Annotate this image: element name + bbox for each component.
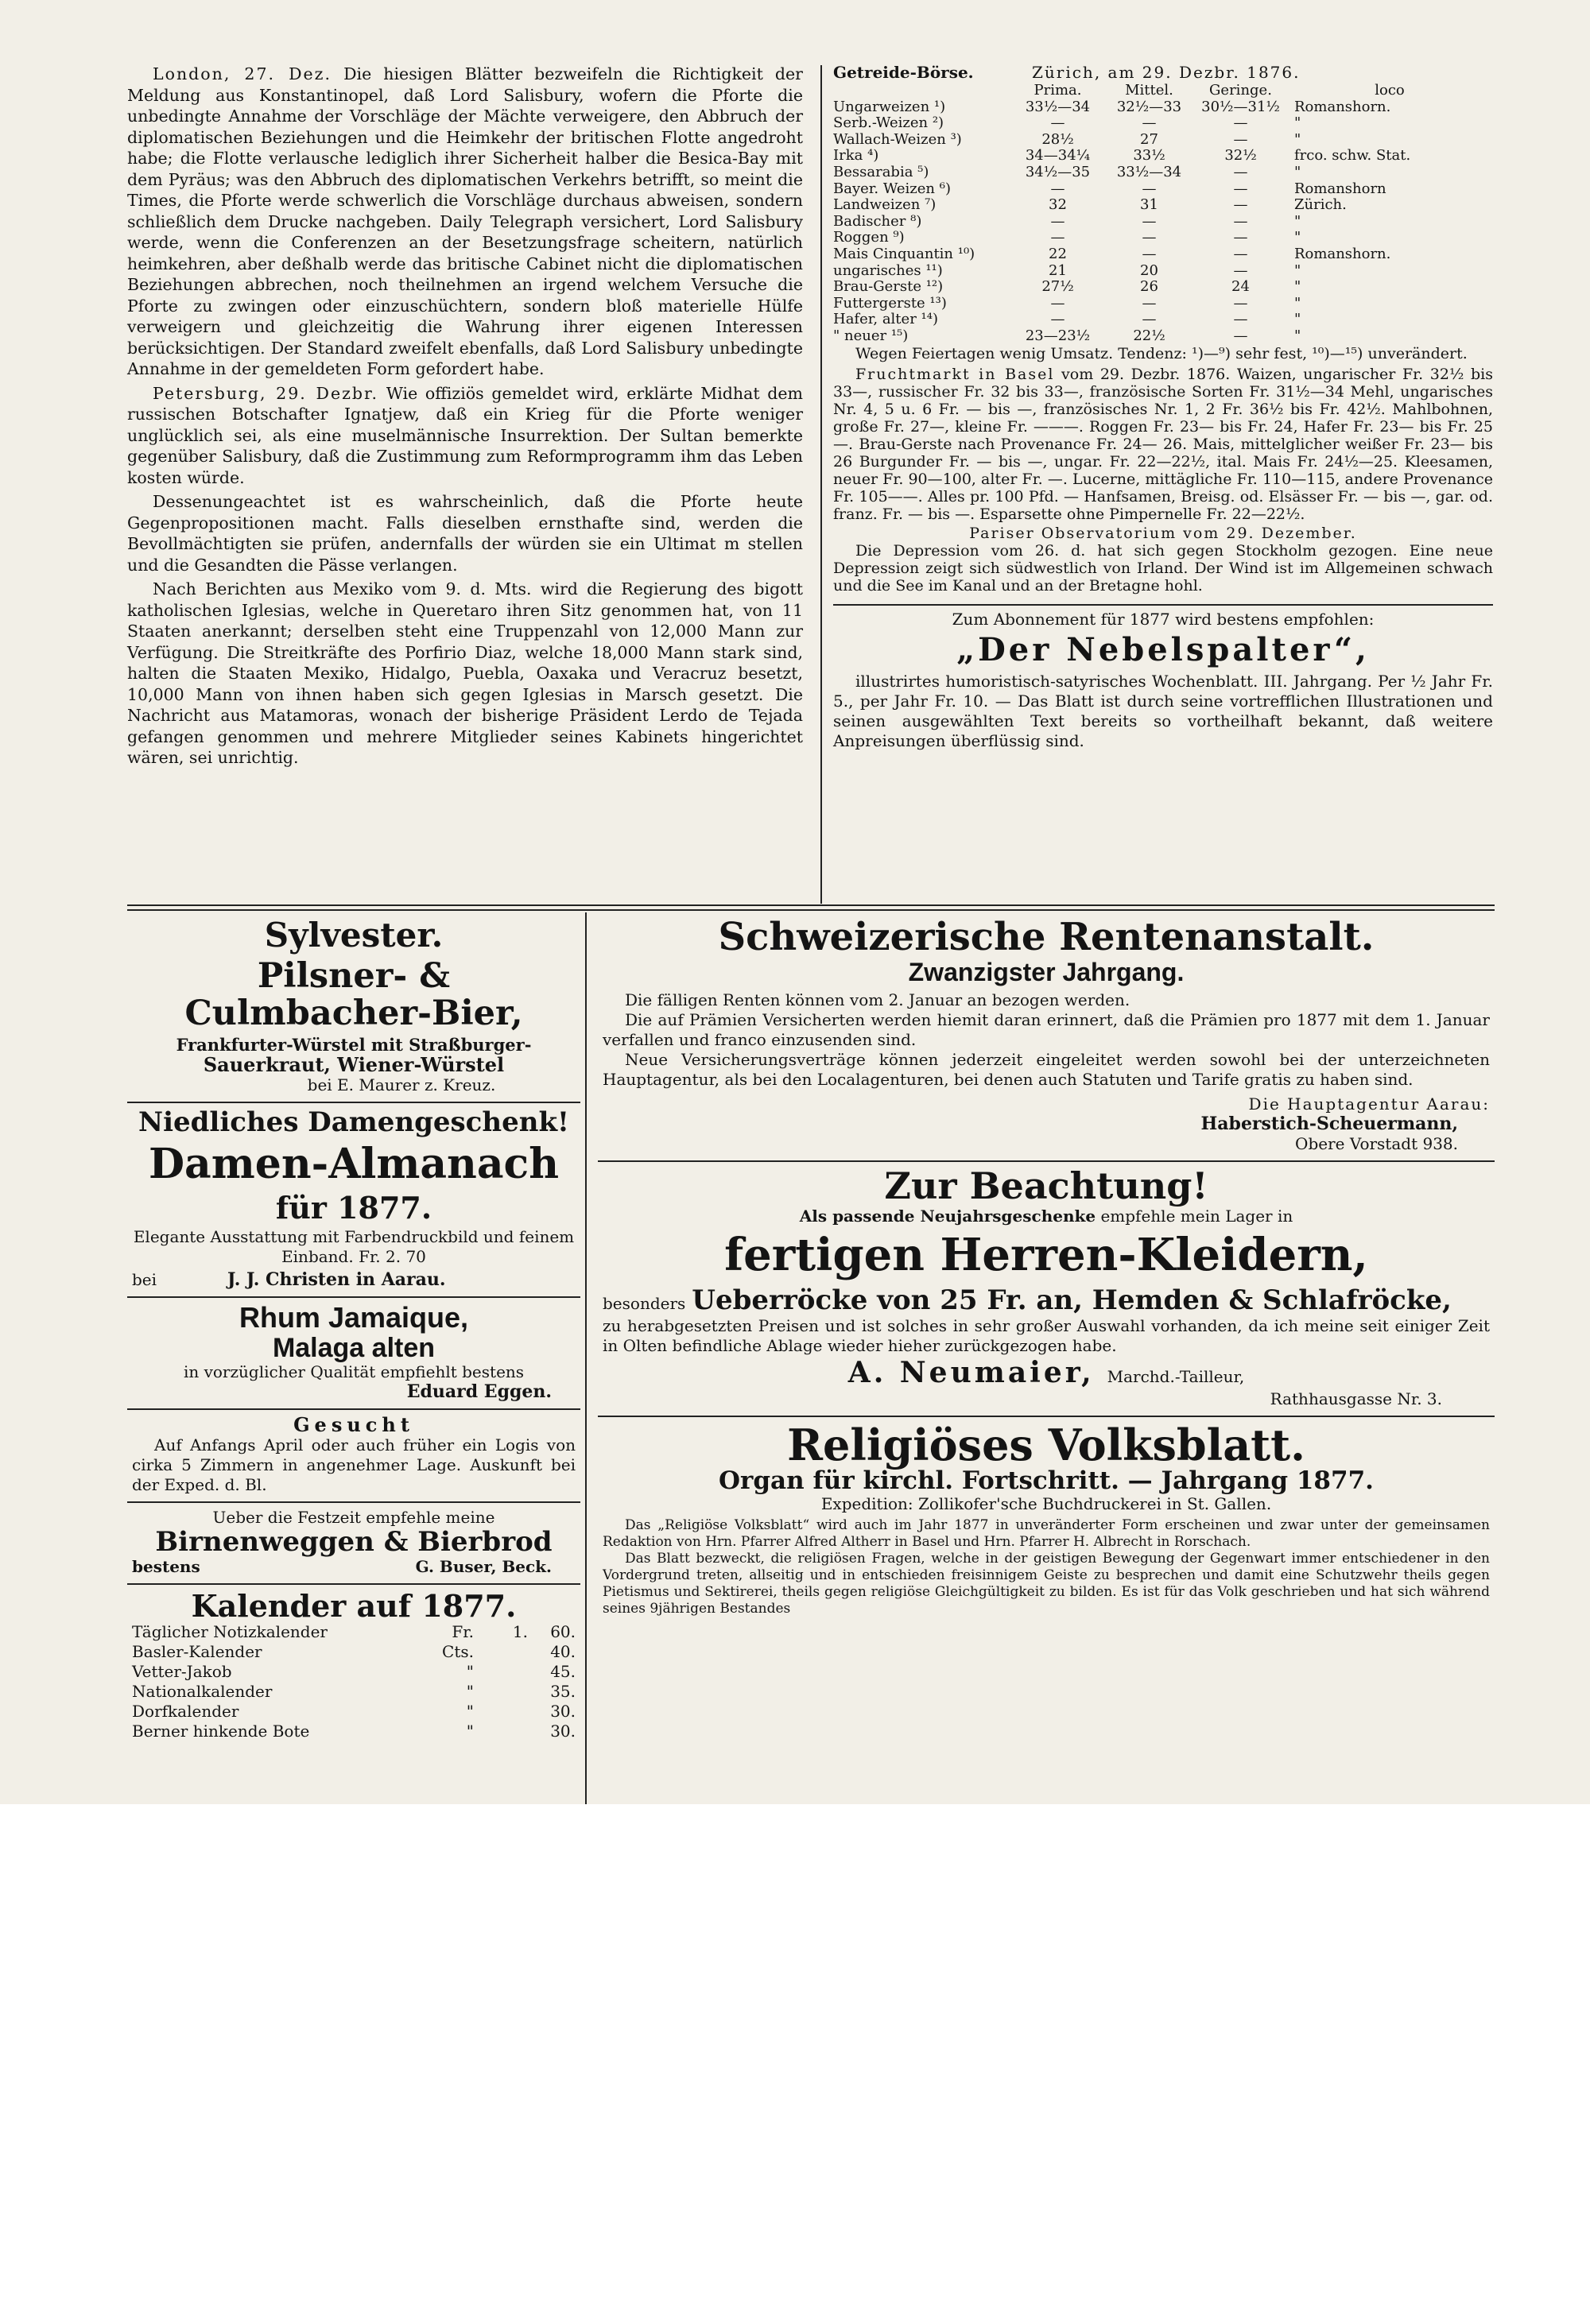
grain-cell-prima: — xyxy=(1050,229,1065,246)
news-petersburg-body: Wie offiziös gemeldet wird, erklärte Midhat dem russischen Botschafter Ignatjew, daß ein Krieg für die Pforte weniger unglücklich sei, als eine muselmännische Insurrektion. Der Sultan bemerkte gegenüber Salisbury, daß die Zustimmung zum Reformprogramm ihm das Leben kosten würde. xyxy=(127,383,803,487)
grain-col: Geringe. xyxy=(1209,82,1272,99)
grain-row xyxy=(833,230,1493,246)
grain-cell-geringe: — xyxy=(1233,245,1248,262)
grain-cell-prima: 28½ xyxy=(1041,130,1074,148)
grain-row xyxy=(833,197,1493,214)
nebelspalter-title: „Der Nebelspalter“, xyxy=(956,630,1370,668)
grain-cell-geringe: 24 xyxy=(1231,278,1250,296)
grain-cell-loco: " xyxy=(1294,261,1301,279)
ad-volksblatt xyxy=(598,1417,1495,1625)
beachtung-address: Rathhausgasse Nr. 3. xyxy=(1270,1389,1442,1408)
festzeit-seller: G. Buser, Beck. xyxy=(415,1556,552,1576)
volksblatt-p2: Das Blatt bezweckt, die religiösen Fragen, welche in der geistigen Bewegung der Gegenwart immer entschiedener in den Vordergrund treten, allseitig und in entschieden freisinnigem Geiste zu besprechen und damit eine Schutzwehr theils gegen Pietismus und Sektirerei, theils gegen religiöse Gleichgültigkeit zu bilden. Es ist für das Volk geschrieben und hat sich während seines 9jährigen Bestandes xyxy=(603,1551,1490,1617)
grain-cell-loco: Romanshorn. xyxy=(1294,98,1391,115)
sylvester-beer: Pilsner- & Culmbacher-Bier, xyxy=(184,956,523,1033)
kalender-table xyxy=(132,1622,576,1741)
beachtung-seller-title: Marchd.-Tailleur, xyxy=(1107,1366,1245,1386)
kalender-row xyxy=(132,1682,576,1702)
festzeit-prefix: bestens xyxy=(132,1556,200,1576)
almanach-seller-prefix: bei xyxy=(132,1269,157,1289)
kalender-cell-b: 30. xyxy=(550,1721,576,1741)
observatory-body: Die Depression vom 26. d. hat sich gegen Stockholm gezogen. Eine neue Depression zeigt sich südwestlich von Irland. Der Wind ist im Allgemeinen schwach und die See im Kanal und an der Bretagne hohl. xyxy=(833,541,1493,595)
divider xyxy=(833,604,1493,606)
grain-cell-geringe: 30½—31½ xyxy=(1201,98,1280,115)
grain-header xyxy=(833,64,1493,81)
ads-divider xyxy=(585,912,587,1804)
beachtung-line-prefix: besonders xyxy=(603,1293,686,1313)
ads-right-column xyxy=(598,912,1495,1624)
grain-cell-prima: — xyxy=(1050,180,1065,197)
grain-cell-mittel: 33½—34 xyxy=(1116,163,1182,180)
volksblatt-expedition: Expedition: Zollikofer'sche Buchdruckerei in St. Gallen. xyxy=(820,1494,1272,1514)
grain-table-header xyxy=(833,83,1493,99)
sylvester-food1: Frankfurter-Würstel mit Straßburger- xyxy=(176,1035,532,1055)
market-column xyxy=(833,64,1493,751)
grain-cell-loco: " xyxy=(1294,278,1301,296)
kalender-cell-unit: " xyxy=(466,1681,474,1701)
grain-row xyxy=(833,165,1493,181)
grain-row xyxy=(833,181,1493,198)
kalender-row xyxy=(132,1642,576,1662)
kalender-cell-a: 1. xyxy=(512,1621,528,1641)
kalender-cell-name: Basler-Kalender xyxy=(132,1641,262,1661)
kalender-cell-unit: Cts. xyxy=(442,1641,474,1661)
almanach-seller-row xyxy=(132,1270,576,1290)
volksblatt-p1: Das „Religiöse Volksblatt“ wird auch im Jahr 1877 in unveränderter Form erscheinen und zwar unter der gemeinsamen Redaktion von Hrn. Pfarrer Alfred Altherr in Basel und Hrn. Pfarrer H. Albrecht in Rorschach. xyxy=(603,1517,1490,1551)
kalender-cell-b: 60. xyxy=(550,1621,576,1641)
grain-cell-prima: 33½—34 xyxy=(1025,98,1091,115)
observatory-title: Pariser Observatorium vom 29. Dezember. xyxy=(969,524,1357,542)
news-column xyxy=(127,64,803,772)
grain-cell-name: Serb.-Weizen ²) xyxy=(833,114,944,132)
grain-cell-mittel: 26 xyxy=(1140,278,1158,296)
news-london-body: Die hiesigen Blätter bezweifeln die Richtigkeit der Meldung aus Konstantinopel, daß Lord Salisbury, wofern die Pforte die unbedingte Annahme der Vorschläge der Mächte verweigere, den Abbruch der diplomatischen Beziehungen und die Heimkehr der britischen Flotte angedroht habe; die Flotte verlausche lediglich ihrer Sicherheit halber die Besica-Bay mit dem Pyräus; was den Abbruch des diplomatischen Verkehrs betrifft, so meint die Times, die Pforte werde schwerlich die Vorschläge durchaus abweisen, sondern schließlich dem Drucke nachgeben. Daily Telegraph versichert, Lord Salisbury werde, wenn die Conferenzen an der Besetzungsfrage scheitern, natürlich heimkehren, aber deßhalb werde das britische Cabinet nicht die diplomatischen Beziehungen abbrechen, noch theilnehmen an irgend welchem Versuche die Pforte zu zwingen oder einzuschüchtern, sondern bloß materielle Hülfe verweigern und gleichzeitig die Wahrung ihrer eigenen Interessen berücksichtigen. Der Standard zweifelt ebenfalls, daß Lord Salisbury unbedingte Annahme in der gemeldeten Form gefordert habe. xyxy=(127,64,803,378)
grain-cell-geringe: — xyxy=(1233,196,1248,214)
grain-cell-mittel: — xyxy=(1142,180,1157,197)
kalender-cell-name: Täglicher Notizkalender xyxy=(132,1621,328,1641)
grain-row xyxy=(833,132,1493,149)
grain-row xyxy=(833,312,1493,328)
grain-cell-mittel: — xyxy=(1142,229,1157,246)
nebelspalter-intro: Zum Abonnement für 1877 wird bestens empfohlen: xyxy=(952,609,1375,629)
almanach-tagline: Niedliches Damengeschenk! xyxy=(138,1106,569,1138)
news-london xyxy=(127,64,803,380)
grain-cell-name: Bessarabia ⁵) xyxy=(833,163,929,180)
grain-cell-mittel: 32½—33 xyxy=(1116,98,1182,115)
kalender-cell-name: Dorfkalender xyxy=(132,1701,239,1721)
sylvester-title: Sylvester. xyxy=(264,916,444,955)
grain-row xyxy=(833,99,1493,116)
beachtung-intro-bold: Als passende Neujahrsgeschenke xyxy=(799,1207,1096,1226)
grain-cell-mittel: — xyxy=(1142,114,1157,132)
grain-cell-name: Mais Cinquantin ¹⁰) xyxy=(833,245,975,262)
rhum-seller: Eduard Eggen. xyxy=(406,1381,552,1403)
grain-cell-prima: — xyxy=(1050,311,1065,328)
grain-cell-geringe: — xyxy=(1233,163,1248,180)
news-petersburg-place: Petersburg, 29. Dezbr. xyxy=(153,383,379,403)
ad-kalender xyxy=(127,1585,580,1748)
grain-cell-loco: Romanshorn. xyxy=(1294,245,1391,262)
grain-cell-prima: — xyxy=(1050,114,1065,132)
kalender-cell-name: Berner hinkende Bote xyxy=(132,1721,310,1741)
grain-cell-name: " neuer ¹⁵) xyxy=(833,327,909,344)
grain-cell-name: ungarisches ¹¹) xyxy=(833,261,943,279)
grain-cell-prima: 34½—35 xyxy=(1025,163,1091,180)
grain-row xyxy=(833,296,1493,312)
almanach-seller: J. J. Christen in Aarau. xyxy=(227,1269,446,1290)
grain-cell-name: Wallach-Weizen ³) xyxy=(833,130,962,148)
grain-col: loco xyxy=(1375,82,1405,99)
grain-cell-mittel: — xyxy=(1142,294,1157,312)
grain-cell-name: Badischer ⁸) xyxy=(833,212,922,230)
grain-cell-mittel: — xyxy=(1142,212,1157,230)
grain-cell-geringe: — xyxy=(1233,130,1248,148)
grain-note: Wegen Feiertagen wenig Umsatz. Tendenz: ¹)—⁹) sehr fest, ¹⁰)—¹⁵) unverändert. xyxy=(855,344,1468,362)
rhum-line1: Rhum Jamaique, xyxy=(238,1300,469,1334)
kalender-cell-a xyxy=(480,1722,528,1741)
blank-lower-area xyxy=(0,1804,1590,2324)
grain-cell-prima: 21 xyxy=(1049,261,1067,279)
grain-cell-name: Irka ⁴) xyxy=(833,147,879,165)
grain-cell-prima: 27½ xyxy=(1041,278,1074,296)
festzeit-intro: Ueber die Festzeit empfehle meine xyxy=(212,1508,495,1528)
festzeit-seller-row xyxy=(132,1557,576,1577)
grain-cell-loco: frco. schw. Stat. xyxy=(1294,147,1411,165)
kalender-cell-a xyxy=(480,1642,528,1662)
grain-cell-mittel: 31 xyxy=(1140,196,1158,214)
kalender-cell-a xyxy=(480,1682,528,1702)
kalender-title: Kalender auf 1877. xyxy=(191,1587,517,1624)
beachtung-seller: A. Neumaier, xyxy=(847,1355,1095,1389)
ad-almanach xyxy=(127,1103,580,1298)
grain-cell-geringe: — xyxy=(1233,261,1248,279)
kalender-cell-unit: " xyxy=(466,1661,474,1681)
grain-row xyxy=(833,328,1493,345)
kalender-cell-unit: Fr. xyxy=(452,1621,474,1641)
grain-row xyxy=(833,263,1493,280)
kalender-cell-a xyxy=(480,1702,528,1722)
kalender-row xyxy=(132,1702,576,1722)
fruchtmarkt-body: vom 29. Dezbr. 1876. Waizen, ungarischer Fr. 32½ bis 33—, russischer Fr. 32 bis 33—, französische Sorten Fr. 31½—34 Mehl, ungarisches Nr. 4, 5 u. 6 Fr. — bis —, französisches Nr. 1, 2 Fr. 36½ bis Fr. 42½. Mahlbohnen, große Fr. 27—, kleine Fr. ———. Roggen Fr. 23— bis Fr. 24, Hafer Fr. 23— bis Fr. 25—. Brau-Gerste nach Provenance Fr. 24— 26. Mais, mittelglicher weißer Fr. 23— bis 26 Burgunder Fr. — bis —, ungar. Fr. 22—22½, ital. Mais Fr. 24½—25. Kleesamen, neuer Fr. 90—100, alter Fr. —. Lucerne, mittägliche Fr. 110—115, andere Provenance Fr. 105——. Alles pr. 100 Pfd. — Hanfsamen, Breisg. od. Elsässer Fr. — bis —, gar. od. franz. Fr. — bis —. Esparsette ohne Pimpernelle Fr. 22—22½. xyxy=(833,365,1493,523)
renten-subtitle: Zwanzigster Jahrgang. xyxy=(908,957,1185,986)
gesucht-title: Gesucht xyxy=(293,1413,414,1437)
kalender-row xyxy=(132,1622,576,1642)
ad-rhum xyxy=(127,1298,580,1411)
fruchtmarkt-title: Fruchtmarkt in Basel xyxy=(855,365,1055,383)
grain-cell-mittel: 22½ xyxy=(1133,327,1165,344)
grain-cell-prima: 23—23½ xyxy=(1025,327,1091,344)
grain-cell-mittel: 33½ xyxy=(1133,147,1165,165)
grain-cell-geringe: — xyxy=(1233,327,1248,344)
volksblatt-title: Religiöses Volksblatt. xyxy=(787,1419,1305,1470)
grain-cell-prima: — xyxy=(1050,212,1065,230)
grain-cell-loco: " xyxy=(1294,130,1301,148)
grain-cell-loco: " xyxy=(1294,212,1301,230)
ad-beachtung xyxy=(598,1162,1495,1416)
kalender-cell-name: Vetter-Jakob xyxy=(132,1661,232,1681)
grain-place-date: Zürich, am 29. Dezbr. 1876. xyxy=(1032,63,1301,82)
ad-gesucht xyxy=(127,1410,580,1503)
news-petersburg xyxy=(127,383,803,489)
renten-p1: Die fälligen Renten können vom 2. Januar an bezogen werden. xyxy=(625,990,1130,1010)
grain-cell-geringe: — xyxy=(1233,311,1248,328)
rhum-line2: Malaga alten xyxy=(272,1332,436,1363)
kalender-cell-name: Nationalkalender xyxy=(132,1681,273,1701)
kalender-cell-unit: " xyxy=(466,1721,474,1741)
kalender-row xyxy=(132,1662,576,1682)
renten-title: Schweizerische Rentenanstalt. xyxy=(718,915,1375,959)
grain-cell-name: Landweizen ⁷) xyxy=(833,196,937,214)
grain-cell-loco: " xyxy=(1294,163,1301,180)
grain-cell-name: Hafer, alter ¹⁴) xyxy=(833,311,938,328)
kalender-cell-a xyxy=(480,1662,528,1682)
kalender-cell-b: 45. xyxy=(550,1661,576,1681)
volksblatt-subtitle: Organ für kirchl. Fortschritt. — Jahrgang 1877. xyxy=(719,1466,1374,1495)
grain-cell-geringe: 32½ xyxy=(1224,147,1257,165)
kalender-row xyxy=(132,1722,576,1741)
grain-col: Prima. xyxy=(1034,82,1082,99)
beachtung-line: Ueberröcke von 25 Fr. an, Hemden & Schlafröcke, xyxy=(692,1284,1452,1316)
ad-rentenanstalt xyxy=(598,912,1495,1162)
renten-agent: Haberstich-Scheuermann, xyxy=(1200,1114,1458,1135)
grain-row xyxy=(833,246,1493,263)
grain-cell-name: Bayer. Weizen ⁶) xyxy=(833,180,951,197)
renten-p3: Neue Versicherungsverträge können jederzeit eingeleitet werden sowohl bei der unterzeichneten Hauptagentur, als bei den Localagenturen, bei denen auch Statuten und Tarife gratis zu haben sind. xyxy=(603,1050,1490,1090)
grain-cell-name: Brau-Gerste ¹²) xyxy=(833,278,944,296)
news-mexico: Nach Berichten aus Mexiko vom 9. d. Mts. wird die Regierung des bigott katholischen Iglesias, welche in Queretaro ihren Sitz genommen hat, von 11 Staaten anerkannt; derselben steht eine Truppenzahl von 12,000 Mann zur Verfügung. Die Streitkräfte des Porfirio Diaz, welche 18,000 Mann stark sind, halten die Staaten Mexiko, Hidalgo, Puebla, Oaxaka und Veracruz besetzt, 10,000 Mann von ihnen haben sich gegen Iglesias in Marsch gesetzt. Die Nachricht aus Matamoras, wonach der bisherige Präsident Lerdo de Tejada gefangen genommen und mehrere Mitglieder seines Kabinets hingerichtet wären, sei unrichtig. xyxy=(127,579,803,767)
grain-table xyxy=(833,83,1493,345)
rhum-desc: in vorzüglicher Qualität empfiehlt bestens xyxy=(183,1362,525,1382)
beachtung-title: Zur Beachtung! xyxy=(884,1164,1208,1208)
grain-row xyxy=(833,115,1493,132)
renten-address: Obere Vorstadt 938. xyxy=(1295,1134,1458,1154)
grain-cell-loco: " xyxy=(1294,327,1301,344)
grain-row xyxy=(833,148,1493,165)
kalender-cell-unit: " xyxy=(466,1701,474,1721)
column-divider xyxy=(820,65,822,904)
grain-row xyxy=(833,279,1493,296)
renten-agency: Die Hauptagentur Aarau: xyxy=(1248,1094,1490,1114)
grain-cell-geringe: — xyxy=(1233,294,1248,312)
grain-cell-mittel: 27 xyxy=(1140,130,1158,148)
beachtung-line-row xyxy=(603,1284,1490,1316)
grain-cell-prima: 22 xyxy=(1049,245,1067,262)
grain-row xyxy=(833,214,1493,230)
grain-cell-name: Ungarweizen ¹) xyxy=(833,98,946,115)
almanach-desc: Elegante Ausstattung mit Farbendruckbild und feinem Einband. Fr. 2. 70 xyxy=(133,1226,575,1266)
grain-cell-loco: " xyxy=(1294,311,1301,328)
kalender-cell-b: 40. xyxy=(550,1641,576,1661)
grain-col: Mittel. xyxy=(1125,82,1173,99)
beachtung-headline: fertigen Herren-Kleidern, xyxy=(724,1229,1368,1282)
grain-cell-name: Futtergerste ¹³) xyxy=(833,294,947,312)
news-london-place: London, 27. Dez. xyxy=(153,64,332,83)
renten-p2: Die auf Prämien Versicherten werden hiemit daran erinnert, daß die Prämien pro 1877 mit dem 1. Januar verfallen und franco einzusenden sind. xyxy=(603,1010,1490,1050)
sylvester-food2: Sauerkraut, Wiener-Würstel xyxy=(203,1052,505,1076)
grain-cell-mittel: 20 xyxy=(1140,261,1158,279)
ads-left-column xyxy=(127,912,580,1748)
almanach-year: für 1877. xyxy=(275,1189,432,1226)
sylvester-footer: bei E. Maurer z. Kreuz. xyxy=(307,1075,496,1094)
grain-cell-loco: Romanshorn xyxy=(1294,180,1386,197)
grain-cell-loco: " xyxy=(1294,294,1301,312)
nebelspalter-body: illustrirtes humoristisch-satyrisches Wochenblatt. III. Jahrgang. Per ½ Jahr Fr. 5., per Jahr Fr. 10. — Das Blatt ist durch seine vortrefflichen Illustrationen und seinen ausgewählten Text bereits so vortheilhaft bekannt, daß weitere Anpreisungen überflüssig sind. xyxy=(833,671,1493,750)
grain-cell-mittel: — xyxy=(1142,245,1157,262)
grain-cell-geringe: — xyxy=(1233,229,1248,246)
festzeit-title: Birnenweggen & Bierbrod xyxy=(155,1526,553,1559)
beachtung-seller-row xyxy=(603,1356,1490,1389)
beachtung-intro-rest: empfehle mein Lager in xyxy=(1100,1207,1293,1226)
grain-cell-prima: — xyxy=(1050,294,1065,312)
news-para3: Dessenungeachtet ist es wahrscheinlich, daß die Pforte heute Gegenpropositionen macht. Falls dieselben ernsthafte sind, werden die Bevollmächtigten sie prüfen, andernfalls der würden sie ein Ultimat m stellen und die Gesandten die Pässe verlangen. xyxy=(127,492,803,575)
grain-cell-mittel: — xyxy=(1142,311,1157,328)
grain-cell-geringe: — xyxy=(1233,180,1248,197)
almanach-title: Damen-Almanach xyxy=(148,1139,560,1188)
kalender-cell-b: 30. xyxy=(550,1701,576,1721)
fruchtmarkt xyxy=(833,366,1493,523)
kalender-cell-b: 35. xyxy=(550,1681,576,1701)
beachtung-intro xyxy=(603,1207,1490,1226)
grain-title: Getreide-Börse. xyxy=(833,63,974,82)
gesucht-body: Auf Anfangs April oder auch früher ein Logis von cirka 5 Zimmern in angenehmer Lage. Auskunft bei der Exped. d. Bl. xyxy=(132,1435,576,1495)
grain-cell-prima: 34—34¼ xyxy=(1025,147,1091,165)
grain-cell-prima: 32 xyxy=(1049,196,1067,214)
grain-cell-geringe: — xyxy=(1233,114,1248,132)
grain-cell-name: Roggen ⁹) xyxy=(833,229,905,246)
grain-cell-loco: " xyxy=(1294,229,1301,246)
ad-festzeit xyxy=(127,1503,580,1585)
grain-cell-geringe: — xyxy=(1233,212,1248,230)
grain-cell-loco: " xyxy=(1294,114,1301,132)
beachtung-body: zu herabgesetzten Preisen und ist solches in sehr großer Auswahl vorhanden, da ich meine seit einiger Zeit in Olten befindliche Ablage wieder hieher zurückgezogen habe. xyxy=(603,1315,1490,1355)
grain-cell-loco: Zürich. xyxy=(1294,196,1347,214)
section-divider xyxy=(127,904,1495,911)
ad-sylvester xyxy=(127,912,580,1103)
